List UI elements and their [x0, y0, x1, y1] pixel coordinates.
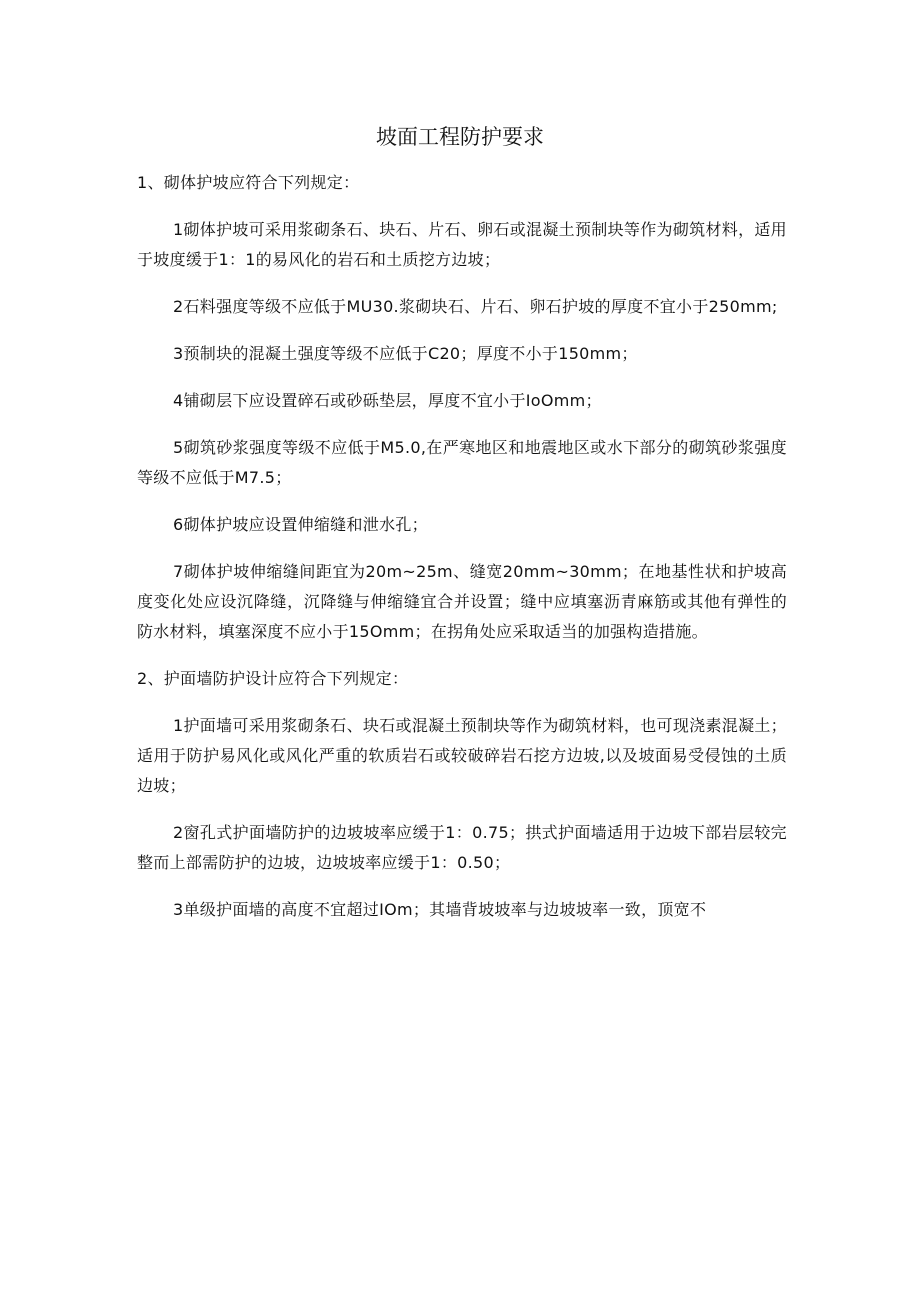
clause-2-3: 3单级护面墙的高度不宜超过IOm；其墙背坡坡率与边坡坡率一致，顶宽不: [173, 900, 707, 919]
section-heading-2: 2、护面墙防护设计应符合下列规定：: [137, 669, 409, 688]
clause-1-3: 3预制块的混凝土强度等级不应低于C20；厚度不小于150mm；: [173, 344, 638, 363]
clause-1-6: 6砌体护坡应设置伸缩缝和泄水孔；: [173, 515, 428, 534]
clause-2-2: 2窗孔式护面墙防护的边坡坡率应缓于1：0.75；拱式护面墙适用于边坡下部岩层较完整而上部需防护的边坡，边坡坡率应缓于1：0.50；: [137, 823, 787, 872]
document-body: [137, 168, 787, 942]
clause-1-4: 4铺砌层下应设置碎石或砂砾垫层，厚度不宜小于IoOmm；: [173, 391, 602, 410]
clause-1-2: 2石料强度等级不应低于MU30.浆砌块石、片石、卵石护坡的厚度不宜小于250mm;: [173, 297, 778, 316]
clause-1-7: 7砌体护坡伸缩缝间距宜为20m~25m、缝宽20mm~30mm；在地基性状和护坡高度变化处应设沉降缝，沉降缝与伸缩缝宜合并设置；缝中应填塞沥青麻筋或其他有弹性的防水材料，填塞深度不应小于15Omm；在拐角处应采取适当的加强构造措施。: [137, 562, 787, 641]
clause-2-1: 1护面墙可采用浆砌条石、块石或混凝土预制块等作为砌筑材料，也可现浇素混凝土；适用于防护易风化或风化严重的软质岩石或较破碎岩石挖方边坡,以及坡面易受侵蚀的土质边坡；: [137, 716, 787, 795]
document-title: 坡面工程防护要求: [376, 125, 544, 149]
clause-1-1: 1砌体护坡可采用浆砌条石、块石、片石、卵石或混凝土预制块等作为砌筑材料，适用于坡度缓于1：1的易风化的岩石和土质挖方边坡；: [137, 220, 787, 269]
section-heading-1: 1、砌体护坡应符合下列规定：: [137, 173, 360, 192]
clause-1-5: 5砌筑砂浆强度等级不应低于M5.0,在严寒地区和地震地区或水下部分的砌筑砂浆强度等级不应低于M7.5；: [137, 438, 787, 487]
